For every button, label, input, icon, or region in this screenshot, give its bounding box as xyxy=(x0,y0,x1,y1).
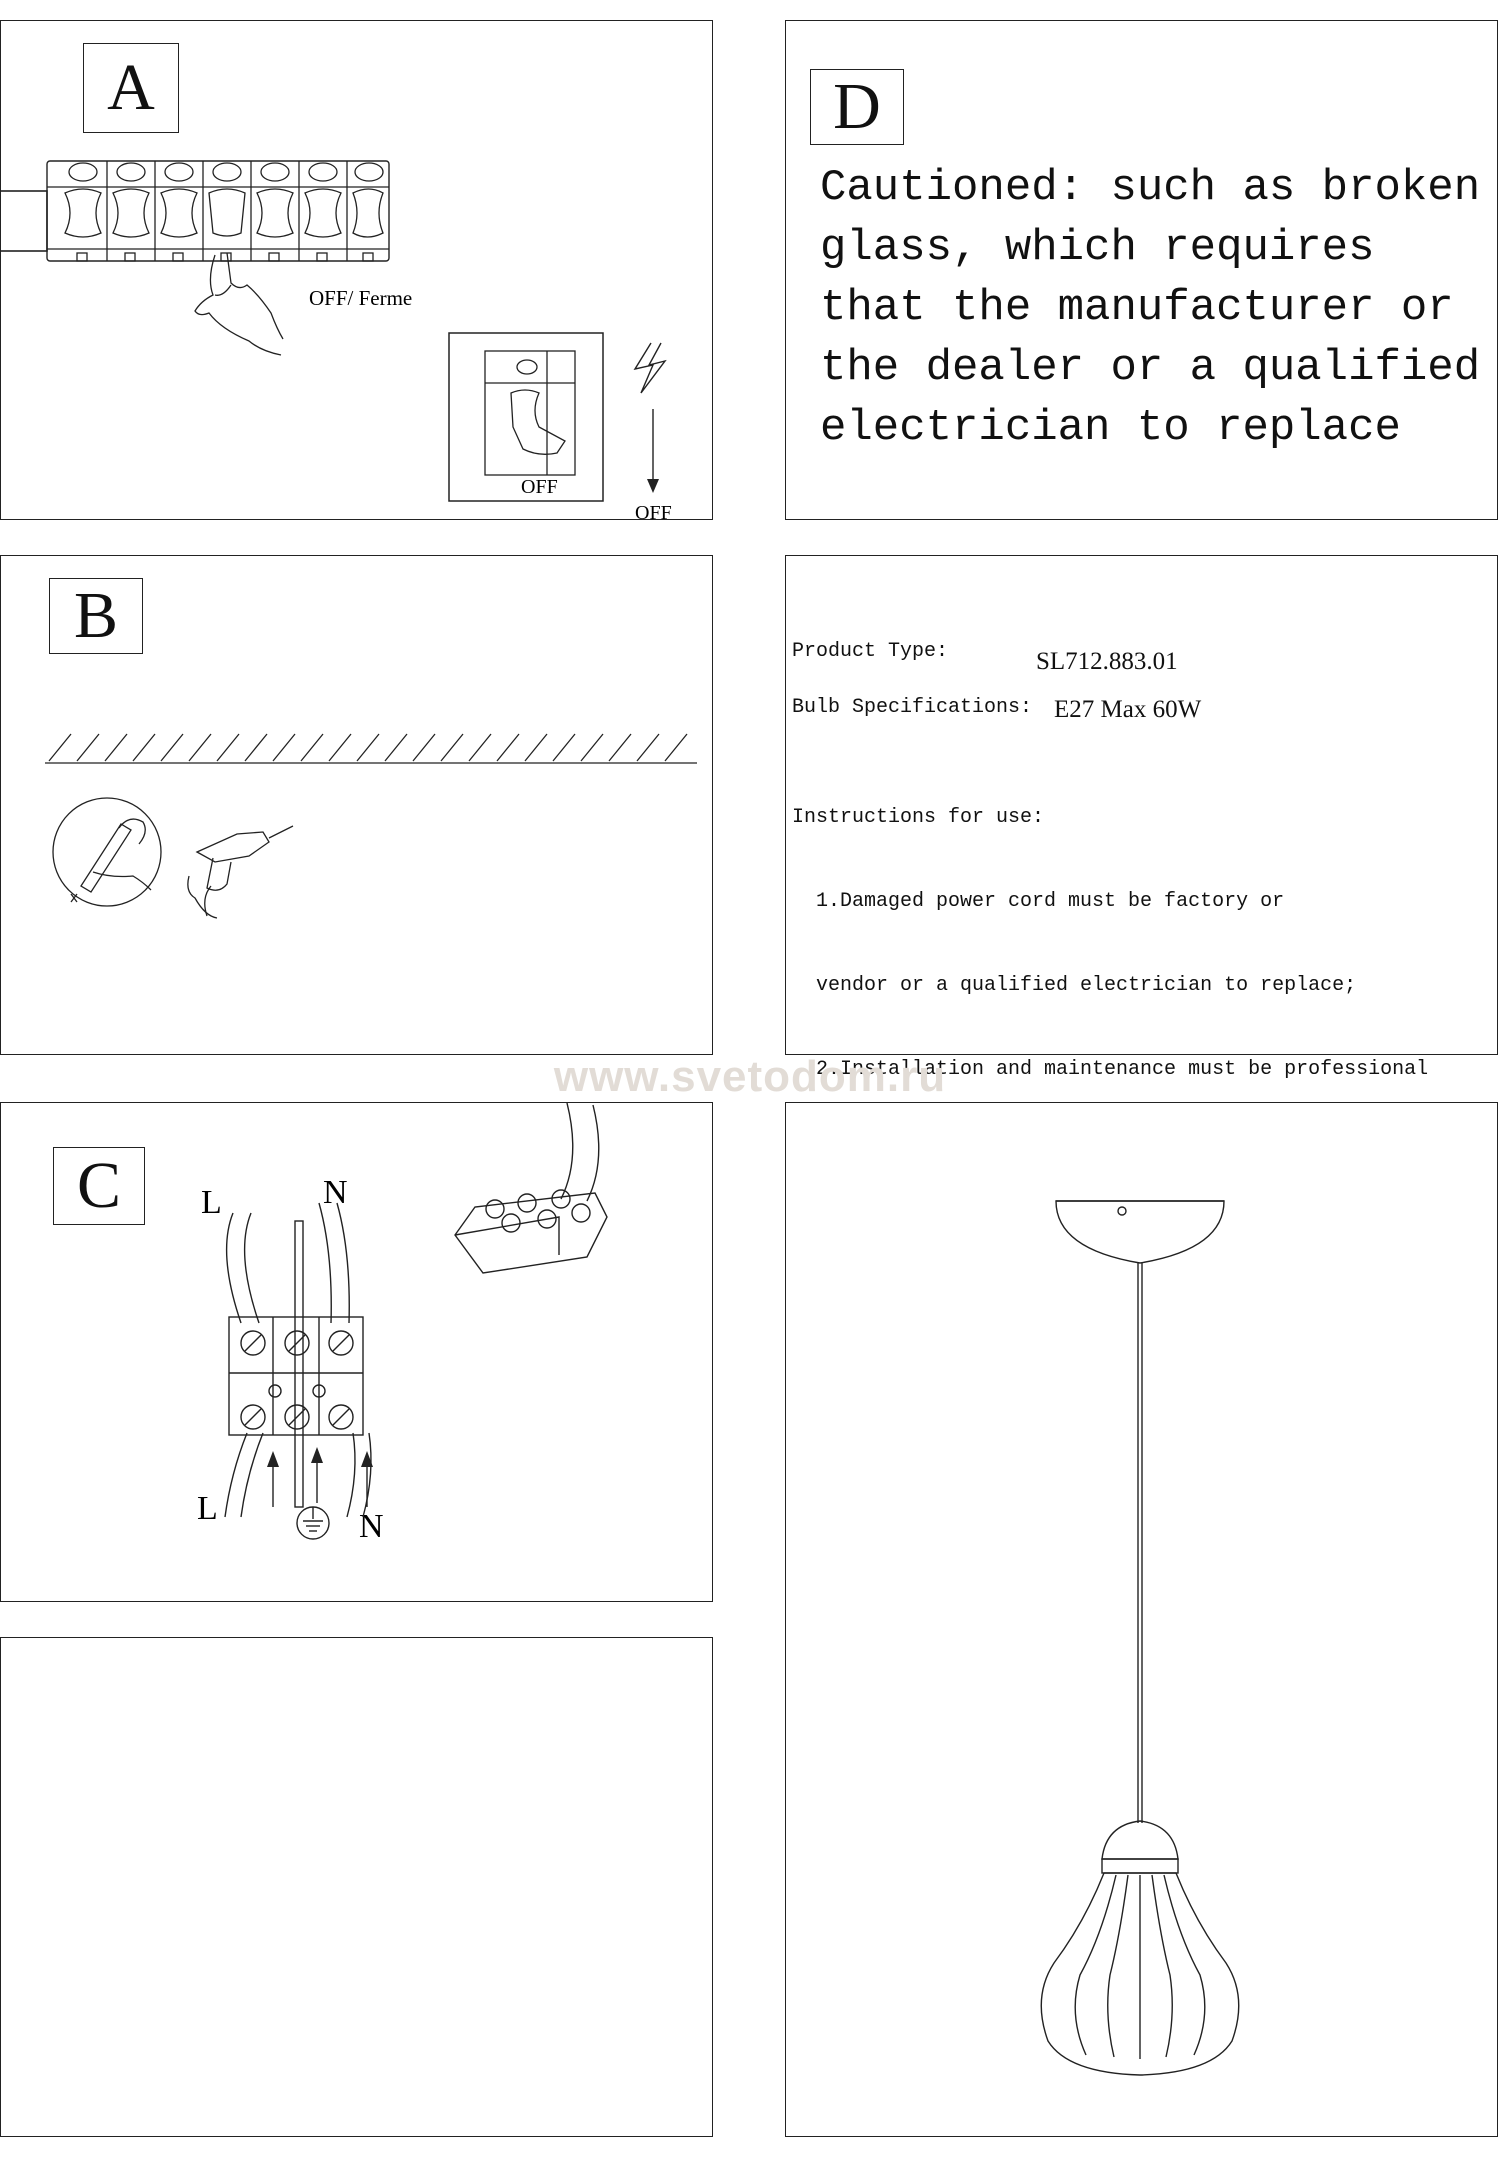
wire-label-n-bottom: N xyxy=(359,1508,384,1545)
breaker-panel-illustration xyxy=(1,21,714,521)
watermark: www.svetodom.ru xyxy=(553,1052,947,1101)
caution-text xyxy=(820,158,1480,458)
panel-lamp xyxy=(785,1102,1498,2137)
panel-c xyxy=(0,1102,713,1602)
panel-blank xyxy=(0,1637,713,2137)
panel-b xyxy=(0,555,713,1055)
panel-c-letter: C xyxy=(53,1147,145,1225)
panel-b-letter: B xyxy=(49,578,143,654)
breaker-off-label: OFF/ Ferme xyxy=(309,286,413,310)
bulb-spec-label: Bulb Specifications: xyxy=(792,696,1033,719)
instructions-title: Instructions for use: xyxy=(792,806,1045,829)
product-type-value: SL712.883.01 xyxy=(1036,648,1178,675)
wire-label-n-top: N xyxy=(323,1174,348,1211)
caution-line: glass, which requires xyxy=(820,223,1375,273)
panel-d-letter: D xyxy=(810,69,904,145)
instruction-line: vendor or a qualified electrician to replace; xyxy=(792,974,1357,997)
instruction-line: 1.Damaged power cord must be factory or xyxy=(792,890,1285,913)
pendant-lamp-illustration xyxy=(786,1103,1499,2138)
caution-line: Cautioned: such as broken xyxy=(820,163,1481,213)
wire-label-l-top: L xyxy=(201,1184,222,1221)
panel-a-letter: A xyxy=(83,43,179,133)
ceiling-drill-illustration xyxy=(1,556,714,1056)
switch-off-label: OFF xyxy=(521,476,558,498)
wire-label-l-bottom: L xyxy=(197,1490,218,1527)
arrow-off-label: OFF xyxy=(635,502,672,521)
wiring-diagram xyxy=(1,1103,714,1603)
caution-line: the dealer or a qualified xyxy=(820,343,1481,393)
bulb-spec-value: E27 Max 60W xyxy=(1054,696,1202,723)
product-type-label: Product Type: xyxy=(792,640,949,663)
panel-a xyxy=(0,20,713,520)
caution-line: electrician to replace xyxy=(820,403,1401,453)
caution-line: that the manufacturer or xyxy=(820,283,1454,333)
instruction-line: 2.Installation and maintenance must be professional xyxy=(792,1058,1429,1081)
